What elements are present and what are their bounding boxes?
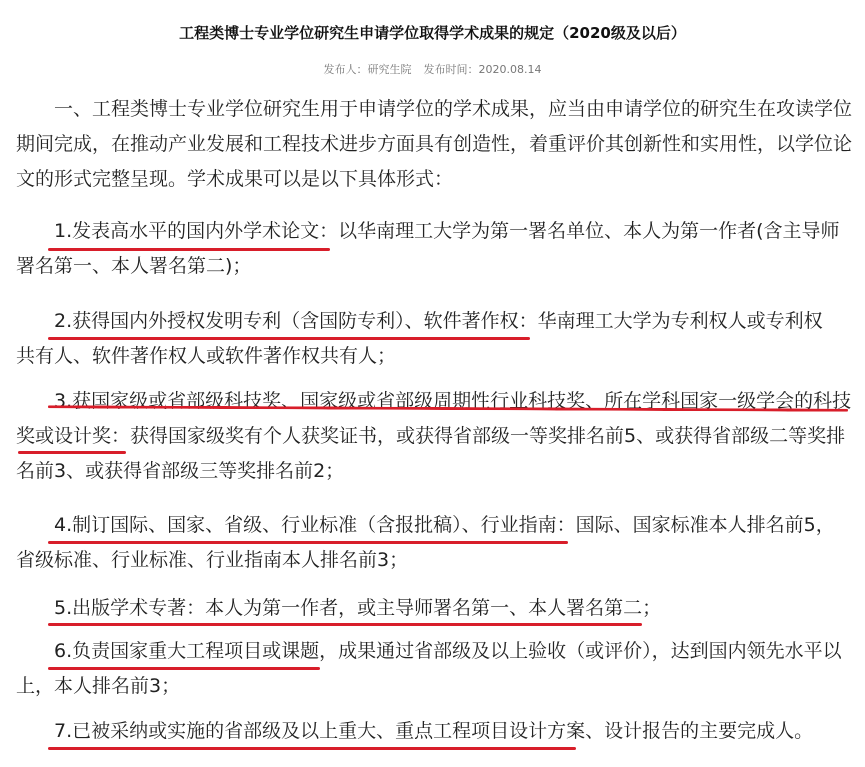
underline-mark <box>48 747 576 750</box>
text-line: 7.已被采纳或实施的省部级及以上重大、重点工程项目设计方案、设计报告的主要完成人。 <box>16 720 814 742</box>
underline-mark <box>18 451 126 454</box>
text-line: 3.获国家级或省部级科技奖、国家级或省部级周期性行业科技奖、所在学科国家一级学会的科技 <box>16 390 852 412</box>
text-line: 奖或设计奖：获得国家级奖有个人获奖证书，或获得省部级一等奖排名前5、或获得省部级二等奖排 <box>16 425 846 447</box>
text-line: 一、工程类博士专业学位研究生用于申请学位的学术成果，应当由申请学位的研究生在攻读学位 <box>16 98 853 120</box>
underline-mark <box>48 623 642 626</box>
intro-paragraph <box>16 92 852 197</box>
underline-mark <box>48 667 320 670</box>
text-line: 文的形式完整呈现。学术成果可以是以下具体形式： <box>16 168 454 190</box>
underline-mark <box>48 248 330 251</box>
text-line: 上，本人排名前3； <box>16 675 181 697</box>
item-3 <box>16 384 852 489</box>
page-title: 工程类博士专业学位研究生申请学位取得学术成果的规定（2020级及以后） <box>179 24 686 42</box>
underline-mark <box>48 337 530 340</box>
text-line: 6.负责国家重大工程项目或课题，成果通过省部级及以上验收（或评价），达到国内领先水平以 <box>16 640 842 662</box>
text-line: 2.获得国内外授权发明专利（含国防专利）、软件著作权：华南理工大学为专利权人或专利权 <box>16 310 823 332</box>
text-line: 4.制订国际、国家、省级、行业标准（含报批稿）、行业指南：国际、国家标准本人排名前5， <box>16 514 835 536</box>
publish-time: 发布时间：2020.08.14 <box>423 63 542 76</box>
text-line: 期间完成，在推动产业发展和工程技术进步方面具有创造性，着重评价其创新性和实用性，以学位论 <box>16 133 853 155</box>
text-line: 共有人、软件著作权人或软件著作权共有人； <box>16 345 397 367</box>
underline-mark <box>48 541 568 544</box>
text-line: 名前3、或获得省部级三等奖排名前2； <box>16 460 345 482</box>
item-5 <box>16 591 852 626</box>
item-7 <box>16 714 852 749</box>
text-line: 1.发表高水平的国内外学术论文：以华南理工大学为第一署名单位、本人为第一作者(含主导师 <box>16 220 840 242</box>
text-line: 署名第一、本人署名第二)； <box>16 255 252 277</box>
article-meta <box>0 61 865 77</box>
text-line: 省级标准、行业标准、行业指南本人排名前3； <box>16 549 409 571</box>
publisher: 发布人：研究生院 <box>323 63 412 76</box>
text-line: 5.出版学术专著：本人为第一作者，或主导师署名第一、本人署名第二； <box>16 597 662 619</box>
